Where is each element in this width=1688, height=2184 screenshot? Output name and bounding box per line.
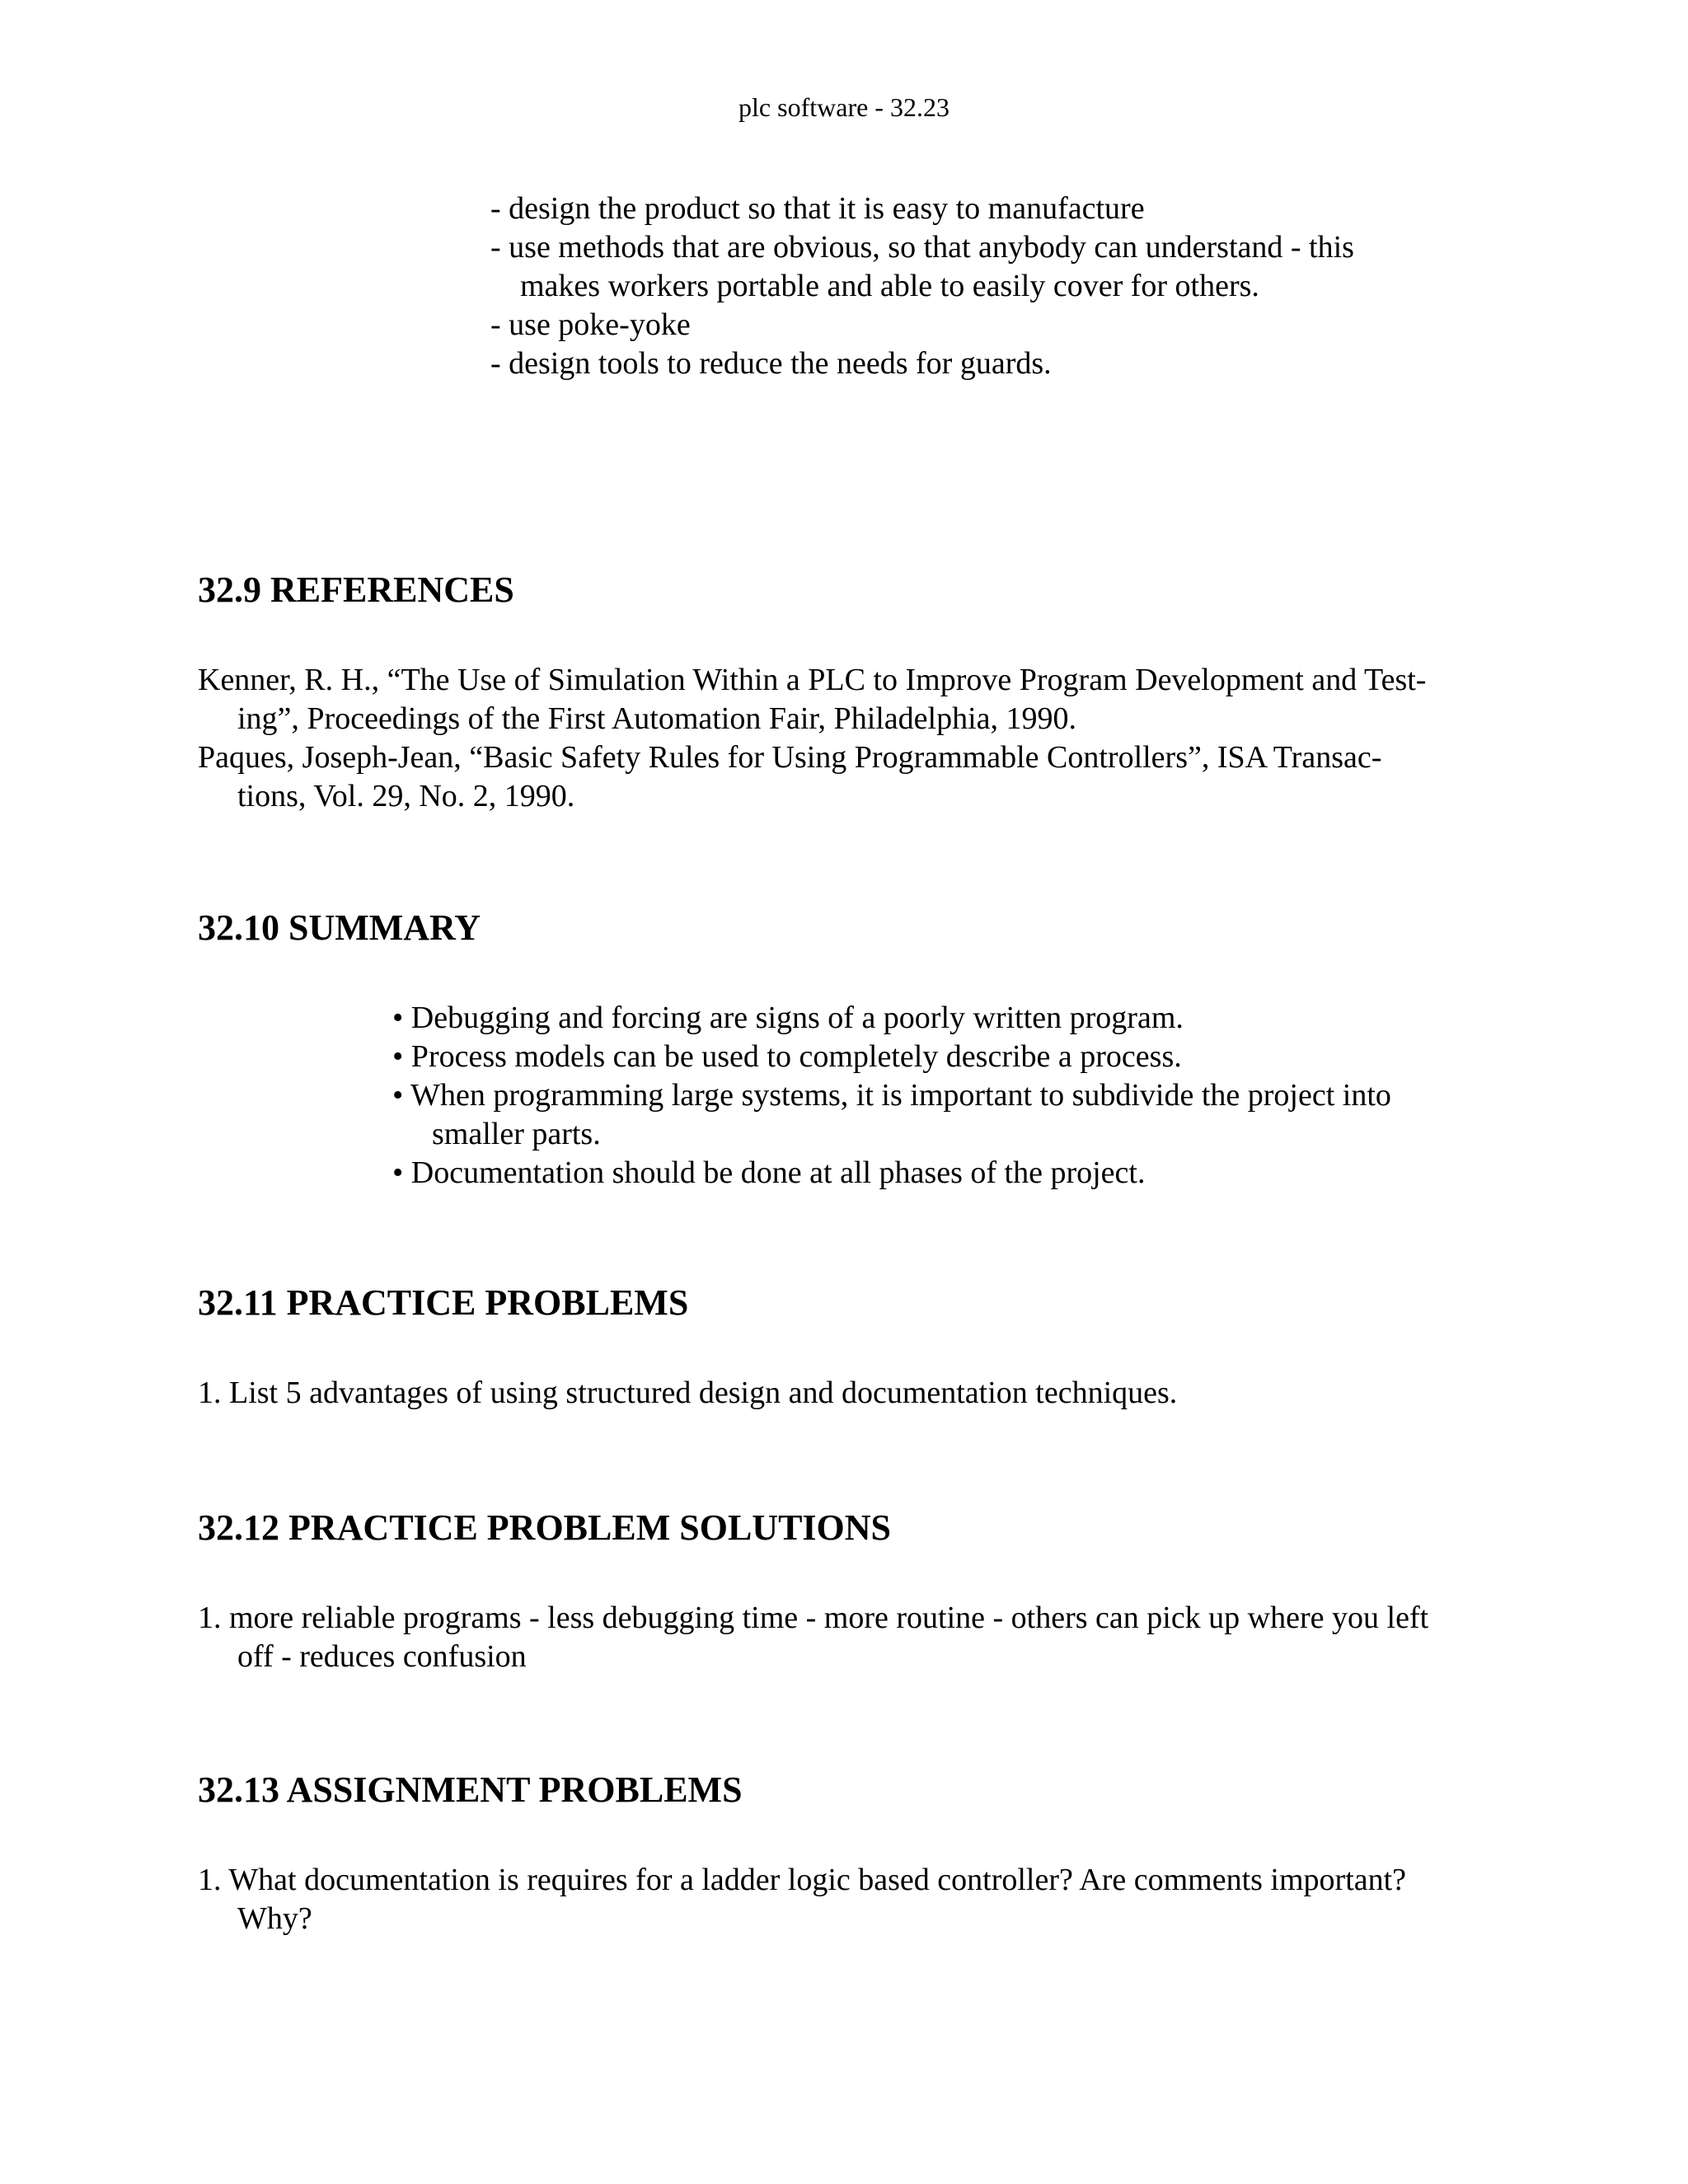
list-item: - use poke-yoke — [490, 307, 691, 342]
reference-entry-continuation: tions, Vol. 29, No. 2, 1990. — [237, 779, 575, 813]
bullet-item: • Documentation should be done at all phases of the project. — [392, 1155, 1146, 1190]
list-item: - design tools to reduce the needs for guards. — [490, 346, 1052, 381]
bullet-item: • Debugging and forcing are signs of a poorly written program. — [392, 1001, 1184, 1035]
assignment-item-continuation: Why? — [237, 1901, 312, 1936]
section-heading-assignment-problems: 32.13 ASSIGNMENT PROBLEMS — [198, 1769, 743, 1810]
bullet-item: • Process models can be used to completely describe a process. — [392, 1039, 1182, 1074]
reference-entry: Kenner, R. H., “The Use of Simulation Within a PLC to Improve Program Development and Test- — [198, 663, 1427, 697]
practice-problems-list — [198, 1374, 1177, 1413]
section-heading-practice-solutions: 32.12 PRACTICE PROBLEM SOLUTIONS — [198, 1507, 892, 1548]
assignment-item: 1. What documentation is requires for a ladder logic based controller? Are comments important? — [198, 1863, 1407, 1897]
practice-solutions-list — [198, 1599, 1428, 1676]
list-item: - use methods that are obvious, so that anybody can understand - this — [490, 230, 1354, 265]
section-heading-summary: 32.10 SUMMARY — [198, 907, 481, 948]
list-item-continuation: makes workers portable and able to easily cover for others. — [520, 269, 1259, 303]
bullet-item: • When programming large systems, it is important to subdivide the project into — [392, 1078, 1391, 1113]
intro-list — [490, 190, 1354, 383]
problem-item: 1. List 5 advantages of using structured design and documentation techniques. — [198, 1376, 1178, 1410]
solution-item: 1. more reliable programs - less debugging time - more routine - others can pick up where you left — [198, 1601, 1429, 1635]
section-heading-references: 32.9 REFERENCES — [198, 569, 514, 610]
summary-bullets — [392, 999, 1391, 1193]
section-heading-practice-problems: 32.11 PRACTICE PROBLEMS — [198, 1282, 689, 1323]
references-list — [198, 661, 1426, 816]
list-item: - design the product so that it is easy to manufacture — [490, 191, 1145, 226]
reference-entry-continuation: ing”, Proceedings of the First Automation Fair, Philadelphia, 1990. — [237, 701, 1077, 736]
reference-entry: Paques, Joseph-Jean, “Basic Safety Rules for Using Programmable Controllers”, ISA Transac- — [198, 740, 1382, 775]
assignment-problems-list — [198, 1861, 1406, 1938]
running-header: plc software - 32.23 — [738, 92, 950, 122]
bullet-item-continuation: smaller parts. — [432, 1117, 601, 1151]
solution-item-continuation: off - reduces confusion — [237, 1639, 527, 1674]
